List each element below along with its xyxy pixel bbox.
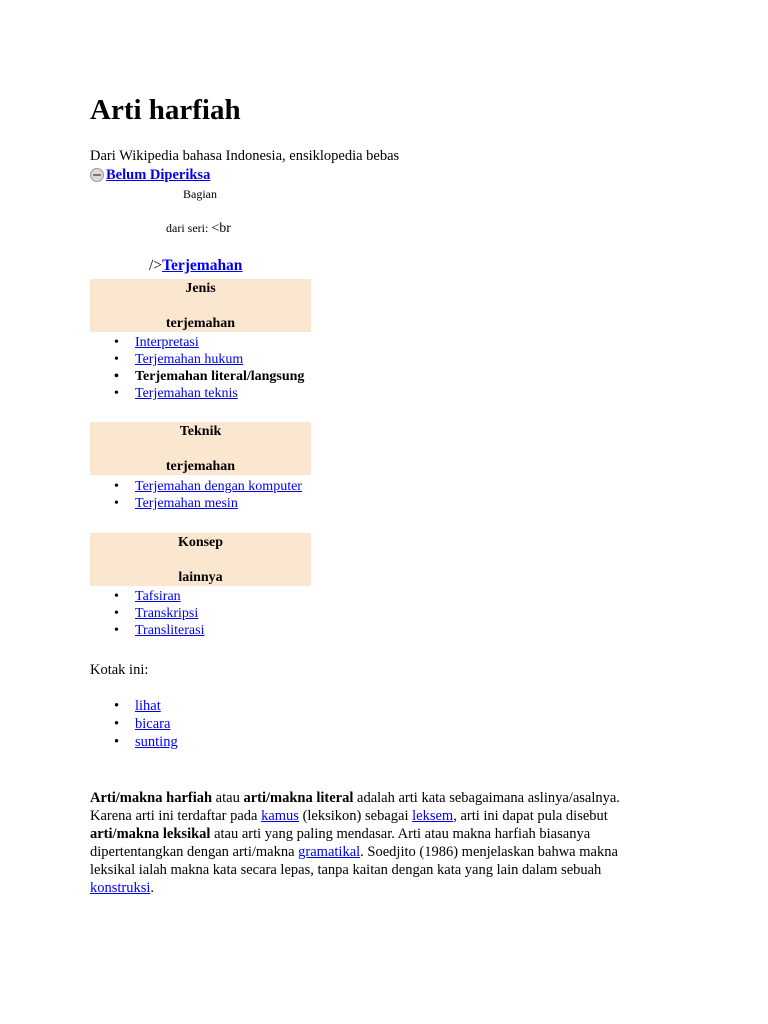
- series-br-artifact: <br: [211, 221, 231, 236]
- navbox-talk-link[interactable]: bicara: [135, 716, 171, 732]
- section-list-teknik: [90, 478, 302, 512]
- article-paragraph: [90, 789, 650, 897]
- section-header-konsep: [90, 533, 311, 586]
- section-header-line2: terjemahan: [165, 459, 236, 474]
- navbox-links: [90, 697, 178, 751]
- article-text: adalah arti kata sebagaimana aslinya/asalnya. Karena arti ini terdaftar pada: [90, 790, 620, 824]
- article-text: , arti ini dapat pula disebut: [453, 808, 608, 824]
- link-transliterasi[interactable]: Transliterasi: [135, 623, 205, 638]
- section-header-line1: Jenis: [185, 281, 216, 296]
- article-text: (leksikon) sebagai: [298, 808, 413, 824]
- series-link-prefix: />: [149, 257, 163, 274]
- navbox-label: Kotak ini:: [90, 662, 149, 678]
- article-text: . Soedjito (1986) menjelaskan bahwa makna leksikal ialah makna kata secara lepas, tanpa kaitan dengan kata yang lain dalam sebuah: [90, 844, 618, 878]
- section-header-jenis: [90, 279, 311, 332]
- section-header-line2: terjemahan: [165, 316, 236, 331]
- navbox-edit-link[interactable]: sunting: [135, 734, 178, 750]
- term-harfiah: Arti/makna harfiah: [90, 790, 213, 806]
- article-text: atau arti yang paling mendasar. Arti atau makna harfiah biasanya dipertentangkan dengan arti/makna: [90, 826, 591, 860]
- link-terjemahan-hukum[interactable]: Terjemahan hukum: [135, 352, 244, 367]
- navbox-view-link[interactable]: lihat: [135, 698, 161, 714]
- list-item: [90, 478, 302, 495]
- series-of-label: [166, 220, 231, 237]
- link-terjemahan-teknis[interactable]: Terjemahan teknis: [135, 386, 238, 401]
- section-list-konsep: [90, 588, 204, 639]
- list-item: [90, 697, 178, 715]
- link-terjemahan-dengan-komputer[interactable]: Terjemahan dengan komputer: [135, 479, 302, 494]
- article-text: .: [150, 880, 155, 896]
- link-gramatikal[interactable]: gramatikal: [298, 844, 361, 860]
- link-tafsiran[interactable]: Tafsiran: [135, 589, 181, 604]
- list-item: [90, 588, 204, 605]
- list-item: [90, 351, 304, 368]
- review-status-link[interactable]: Belum Diperiksa: [106, 167, 211, 183]
- section-header-line1: Teknik: [179, 424, 222, 439]
- section-header-line2: lainnya: [178, 570, 223, 585]
- link-leksem[interactable]: leksem: [412, 808, 454, 824]
- link-kamus[interactable]: kamus: [261, 808, 299, 824]
- list-item: [90, 334, 304, 351]
- list-item: [90, 733, 178, 751]
- review-status: [90, 166, 210, 184]
- list-item: [90, 385, 304, 402]
- list-item: [90, 605, 204, 622]
- section-list-jenis: [90, 334, 304, 402]
- term-literal: arti/makna literal: [243, 790, 354, 806]
- series-of-text: dari seri:: [166, 221, 209, 235]
- term-leksikal: arti/makna leksikal: [90, 826, 211, 842]
- series-terjemahan-link[interactable]: Terjemahan: [162, 257, 243, 274]
- page-subtitle: Dari Wikipedia bahasa Indonesia, ensiklopedia bebas: [90, 148, 400, 164]
- link-konstruksi[interactable]: konstruksi: [90, 880, 151, 896]
- list-item: [90, 495, 302, 512]
- page-title: Arti harfiah: [90, 94, 241, 126]
- link-interpretasi[interactable]: Interpretasi: [135, 335, 199, 350]
- series-part-label: Bagian: [183, 187, 217, 201]
- unreviewed-icon: [90, 168, 104, 182]
- section-header-line1: Konsep: [177, 535, 224, 550]
- section-header-teknik: [90, 422, 311, 475]
- link-terjemahan-mesin[interactable]: Terjemahan mesin: [135, 496, 238, 511]
- article-text: atau: [212, 790, 244, 806]
- series-title-row: [149, 256, 242, 276]
- list-item-current: [90, 368, 304, 385]
- link-transkripsi[interactable]: Transkripsi: [135, 606, 199, 621]
- list-item: [90, 622, 204, 639]
- current-article-label: Terjemahan literal/langsung: [135, 369, 305, 384]
- list-item: [90, 715, 178, 733]
